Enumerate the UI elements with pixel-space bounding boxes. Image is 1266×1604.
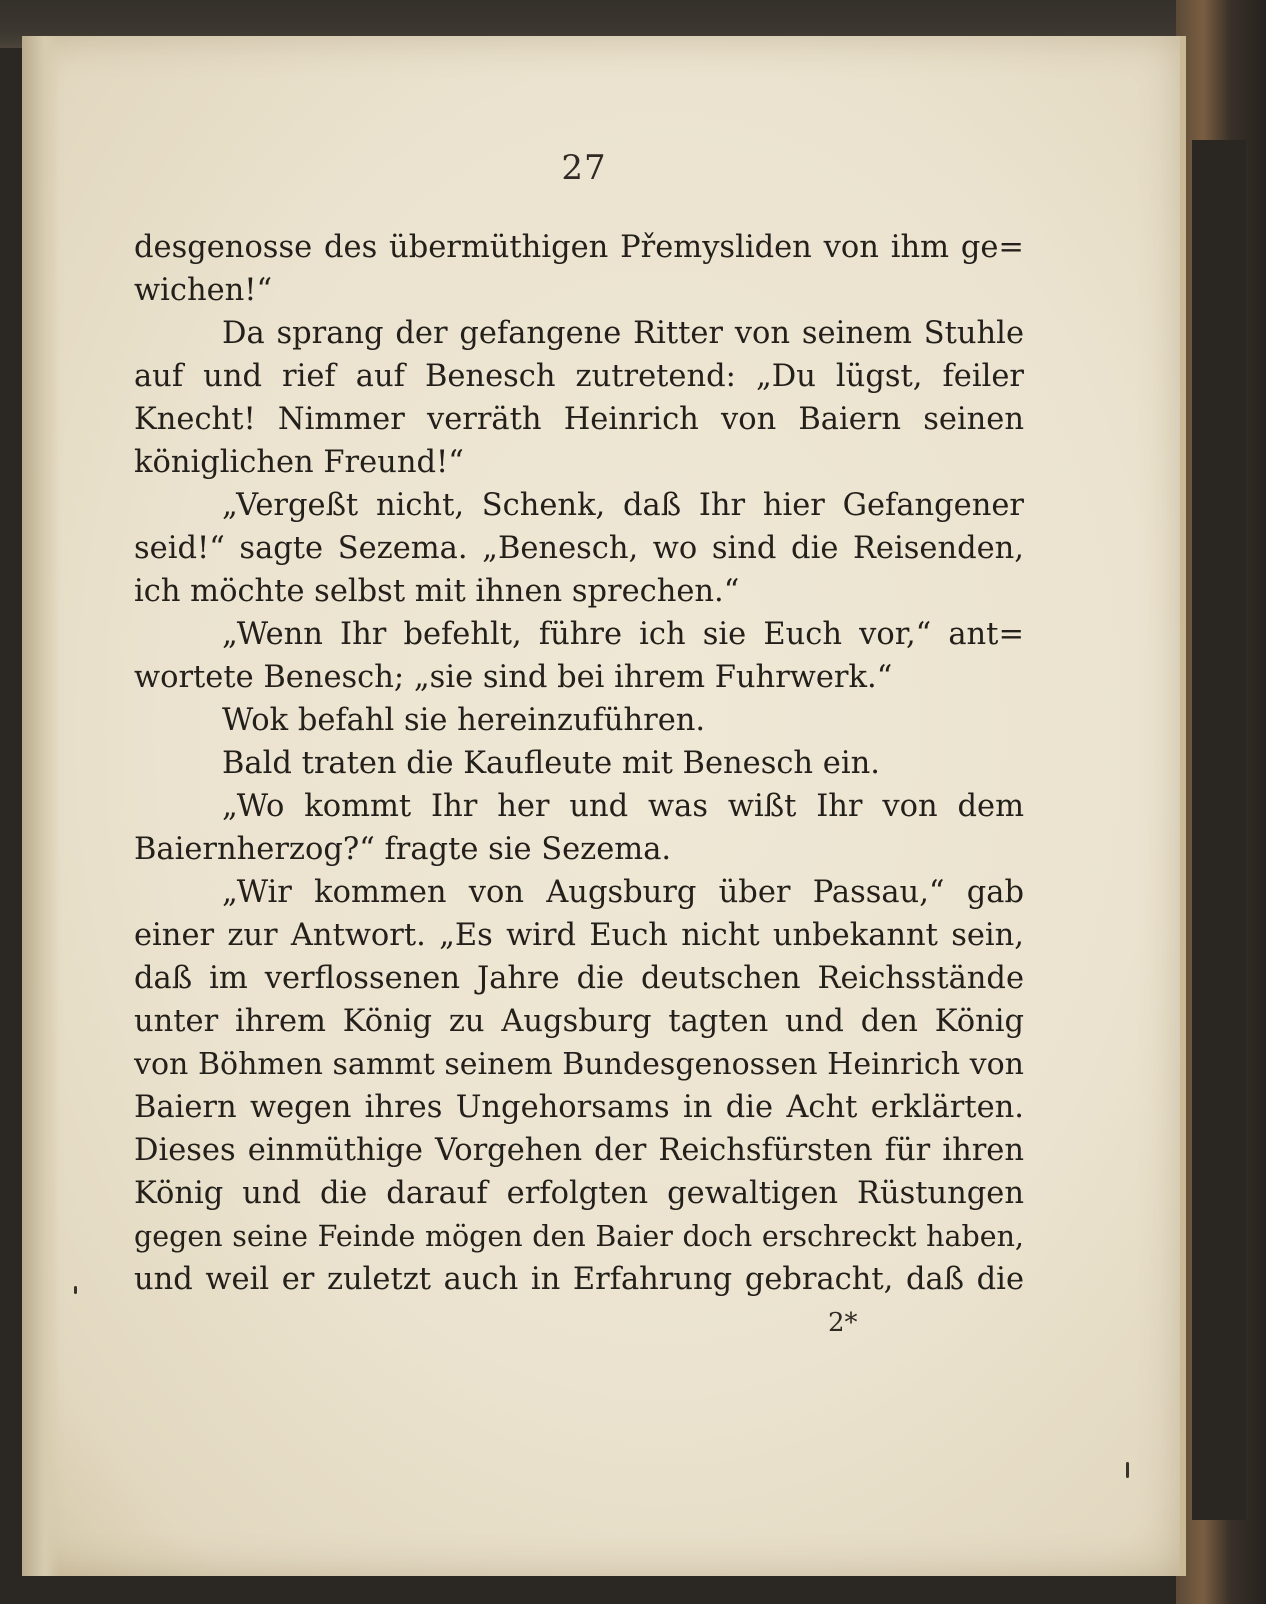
text-line: Dieses einmüthige Vorgehen der Reichsfürsten für ihren (134, 1133, 1024, 1168)
text-line: Baiern wegen ihres Ungehorsams in die Acht erklärten. (134, 1090, 1024, 1125)
ink-speck (74, 1286, 77, 1294)
text-line: „Wenn Ihr befehlt, führe ich sie Euch vor,“ ant= (222, 617, 1024, 652)
ink-speck (1126, 1462, 1129, 1478)
signature-mark: 2* (828, 1308, 858, 1338)
text-line: auf und rief auf Benesch zutretend: „Du lügst, feiler (134, 359, 1024, 394)
text-line: ich möchte selbst mit ihnen sprechen.“ (134, 574, 740, 609)
text-line: „Vergeßt nicht, Schenk, daß Ihr hier Gefangener (222, 488, 1024, 523)
text-line: unter ihrem König zu Augsburg tagten und den König (134, 1004, 1024, 1039)
text-line: wortete Benesch; „sie sind bei ihrem Fuhrwerk.“ (134, 660, 893, 695)
text-line: königlichen Freund!“ (134, 445, 464, 480)
text-line: Bald traten die Kaufleute mit Benesch ein. (222, 746, 880, 781)
text-line: Da sprang der gefangene Ritter von seinem Stuhle (222, 316, 1024, 351)
text-line: Baiernherzog?“ fragte sie Sezema. (134, 832, 672, 867)
page-number: 27 (561, 148, 607, 188)
text-line: einer zur Antwort. „Es wird Euch nicht unbekannt sein, (134, 918, 1024, 953)
page-body-text (134, 226, 1024, 1301)
text-line: „Wo kommt Ihr her und was wißt Ihr von dem (222, 789, 1024, 824)
text-line: Knecht! Nimmer verräth Heinrich von Baiern seinen (134, 402, 1024, 437)
text-line: gegen seine Feinde mögen den Baier doch erschreckt haben, (134, 1220, 1024, 1253)
text-line: „Wir kommen von Augsburg über Passau,“ gab (222, 875, 1024, 910)
book-cover-inner (1192, 140, 1246, 1520)
text-line: und weil er zuletzt auch in Erfahrung gebracht, daß die (134, 1262, 1024, 1297)
text-line: Wok befahl sie hereinzuführen. (222, 703, 706, 738)
text-line: wichen!“ (134, 273, 273, 308)
book-page (22, 36, 1186, 1576)
text-line: seid!“ sagte Sezema. „Benesch, wo sind die Reisenden, (134, 531, 1024, 566)
page-gutter (22, 36, 60, 1576)
text-line: daß im verflossenen Jahre die deutschen Reichsstände (134, 961, 1024, 996)
text-line: von Böhmen sammt seinem Bundesgenossen Heinrich von (134, 1047, 1024, 1082)
text-line: König und die darauf erfolgten gewaltigen Rüstungen (134, 1176, 1024, 1211)
text-line: desgenosse des übermüthigen Přemysliden von ihm ge= (134, 230, 1024, 265)
